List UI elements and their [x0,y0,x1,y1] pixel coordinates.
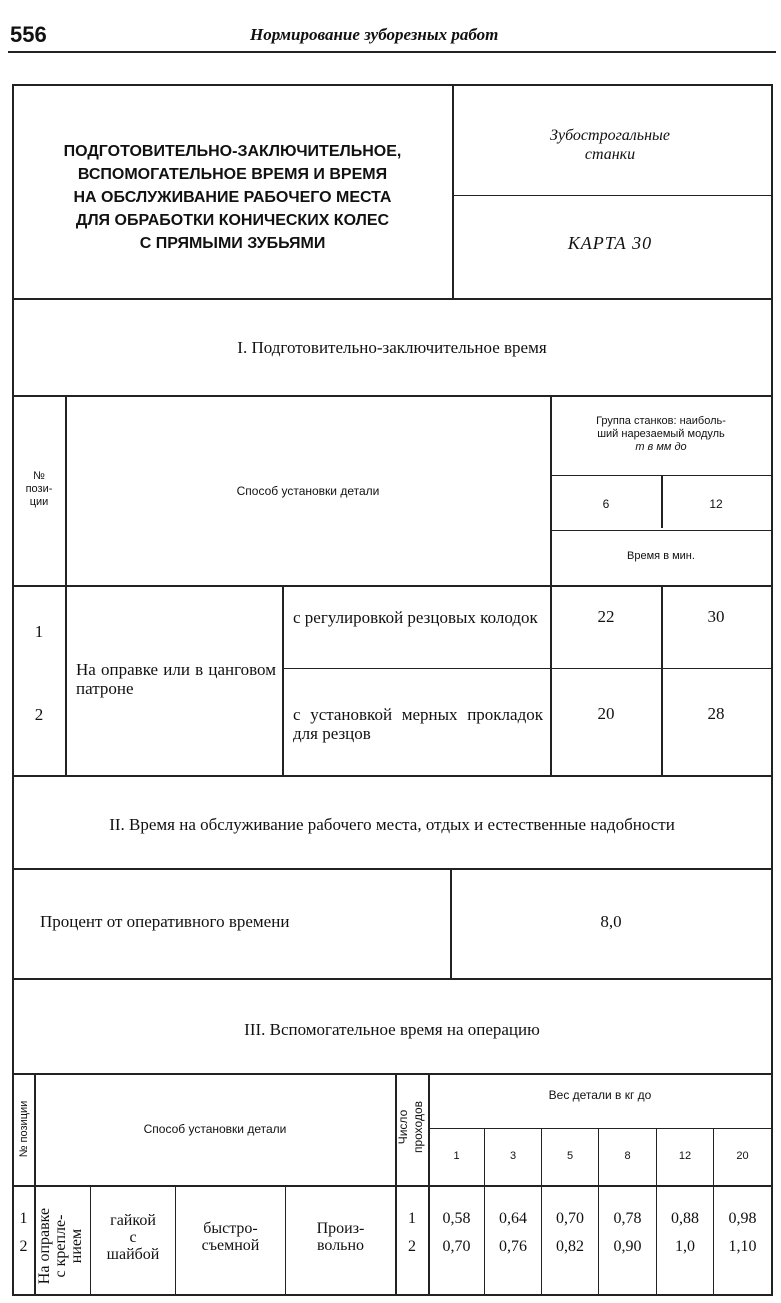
s3-row2-w12: 1,0 [675,1238,695,1255]
running-title: Нормирование зуборезных работ [250,25,499,44]
s1-mount: На оправке или в цанговом патроне [76,660,276,698]
s1-hline-a [550,475,772,476]
header-split [452,195,772,196]
s2-label: Процент от оперативного времени [40,912,290,931]
s3-weight-5: 5 [566,1150,574,1162]
s3-row1-w8: 0,78 [613,1210,642,1227]
s1-time-unit: Время в мин. [627,550,695,562]
s1-col-group: Группа станков: наиболь- ший нарезаемый модуль m в мм до [596,415,726,453]
s1-row1-pos: 1 [34,622,44,641]
s1-group-6: 6 [602,497,610,511]
s3-row2-w1: 0,70 [442,1238,471,1255]
s2-value: 8,0 [600,912,622,931]
s1-group-12: 12 [709,497,723,511]
s1-col-line-1 [65,395,67,775]
s1-col-method: Способ установки детали [236,484,380,498]
s1-col-line-5 [282,585,284,775]
s3-weight-8: 8 [624,1150,631,1162]
s3-row2-w20: 1,10 [728,1238,757,1255]
s3-row1-w20: 0,98 [728,1210,757,1227]
card-number: КАРТА 30 [567,233,653,253]
s3-row2-pos: 2 [19,1238,28,1255]
s3-arbitrary: Произ- вольно [316,1220,365,1254]
s3-weight-20: 20 [736,1150,749,1162]
s3-fastening: гайкой с шайбой [106,1212,160,1263]
s3-mount: На оправке с крепле- нием [36,1207,85,1285]
s3-row2-w5: 0,82 [556,1238,584,1255]
s3-weight-3: 3 [509,1150,517,1162]
page-number: 556 [10,22,47,47]
s3-row1-w3: 0,64 [499,1210,527,1227]
s3-weight-1: 1 [453,1150,460,1162]
s3-row1-passes: 1 [408,1210,416,1227]
s3-row2-passes: 2 [408,1238,416,1255]
card-title: ПОДГОТОВИТЕЛЬНО-ЗАКЛЮЧИТЕЛЬНОЕ, ВСПОМОГАТЕЛЬНОЕ ВРЕМЯ И ВРЕМЯ НА ОБСЛУЖИВАНИЕ РАБОЧЕГО МЕСТА ДЛЯ ОБРАБОТКИ КОНИЧЕСКИХ КОЛЕС С ПРЯМЫМИ ЗУБЬЯМИ [63,143,402,252]
s3-row1-w5: 0,70 [556,1210,584,1227]
header-divider [452,84,454,298]
s3-col-passes: Число проходов [396,1100,425,1154]
s1-row2-method: с установкой мерных прокладок для резцов [293,705,543,743]
section3-title: III. Вспомогательное время на операцию [244,1020,540,1039]
s3-row1-w1: 0,58 [442,1210,471,1227]
s3-row1-pos: 1 [19,1210,28,1227]
s3-removal: быстро- съемной [201,1220,260,1254]
s3-col-position: № позиции [18,1100,30,1158]
s3-col-weight: Вес детали в кг до [548,1088,652,1102]
s3-row2-w8: 0,90 [613,1238,642,1255]
machine-type: Зубострогальные станки [550,127,670,163]
s1-row2-v12: 28 [707,704,725,723]
s3-col-method: Способ установки детали [143,1122,287,1136]
header-rule [8,51,776,53]
s1-row1-v12: 30 [707,607,725,626]
section2-title: II. Время на обслуживание рабочего места, отдых и естественные надобности [109,815,675,834]
s3-row2-w3: 0,76 [499,1238,527,1255]
s1-row2-v6: 20 [597,704,615,723]
s1-col-position: № пози- ции [25,470,53,508]
s1-row1-v6: 22 [597,607,615,626]
section1-title: I. Подготовительно-заключительное время [237,338,547,357]
s3-weight-12: 12 [678,1150,692,1162]
s1-row1-method: с регулировкой резцовых колодок [293,608,538,627]
s1-row2-pos: 2 [34,705,44,724]
s1-hline-b [550,530,772,531]
s1-hline-c [282,668,772,669]
s3-row1-w12: 0,88 [671,1210,699,1227]
